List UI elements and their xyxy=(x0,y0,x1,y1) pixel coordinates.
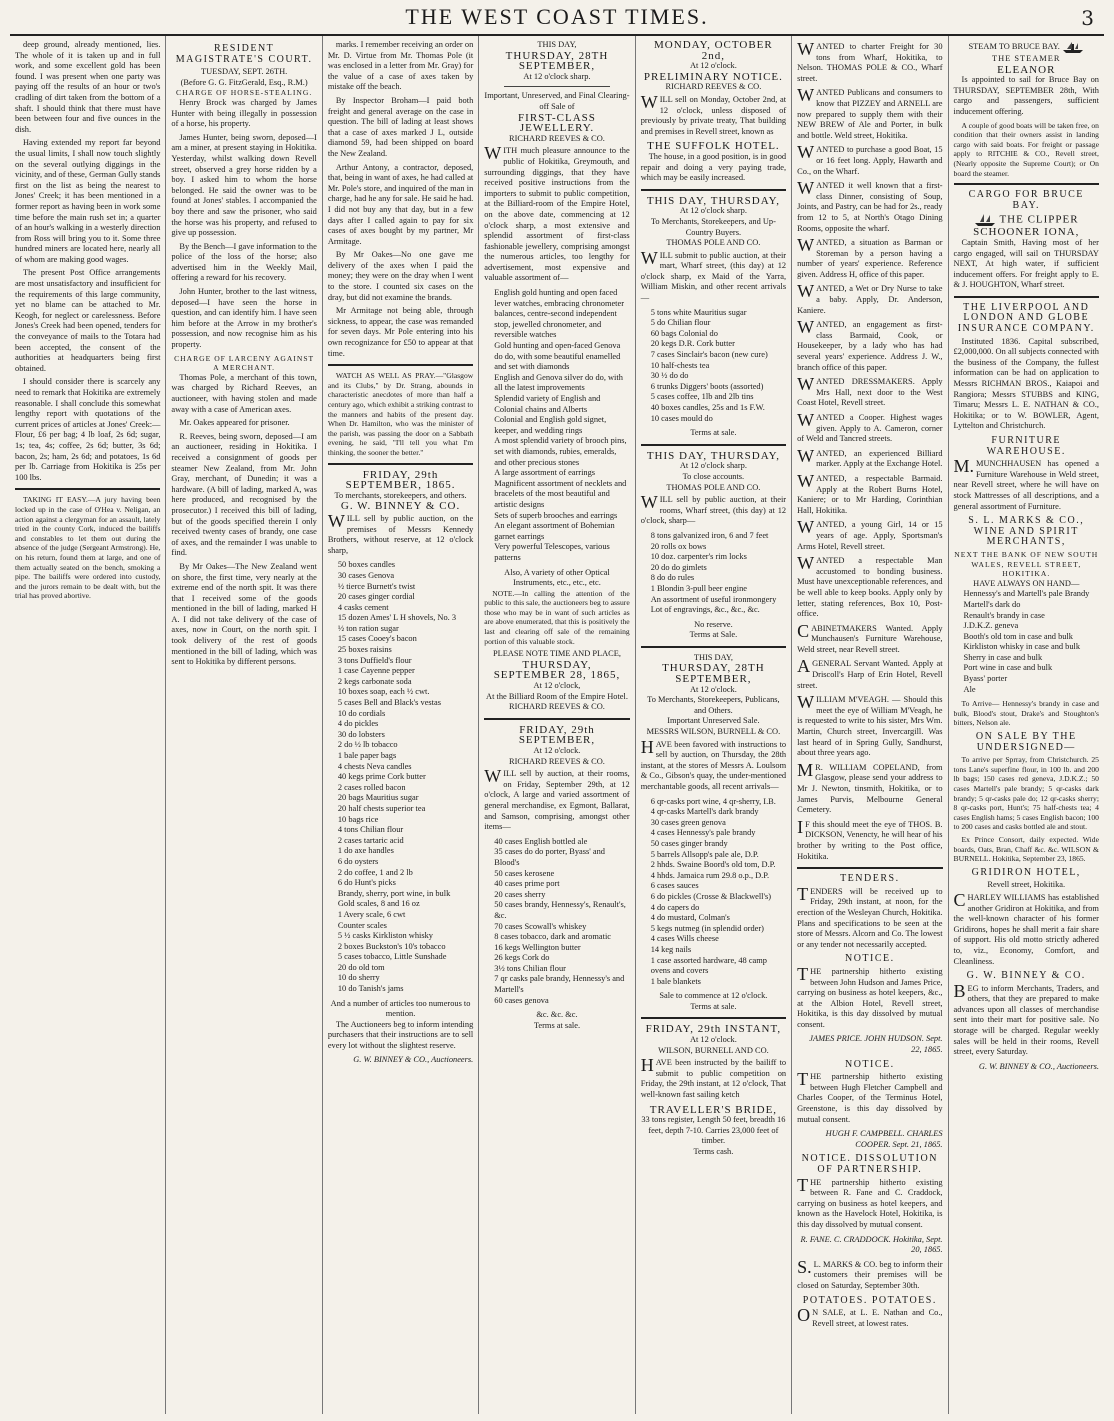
list-item: 30 ½ do do xyxy=(650,371,689,381)
tenders-notice: TENDERS will be received up to Friday, 29th instant, at noon, for the erection of the Wesleyan Church, Hokitika. Plans and specifications to be seen at the store of Messrs. Alcorn and Co. The lowest or any tender not necessarily accepted. xyxy=(797,883,943,949)
steamer-label: THE STEAMER xyxy=(992,54,1061,63)
list-item: Brandy, sherry, port wine, in bulk xyxy=(337,888,451,898)
steam-heading xyxy=(954,40,1099,54)
cargo-heading: CARGO FOR BRUCE BAY. xyxy=(968,189,1084,211)
list-item: 20 do do gimlets xyxy=(650,562,707,572)
list-item: A most splendid variety of brooch pins, set with diamonds, rubies, emeralds, and other precious stones xyxy=(494,436,627,467)
hotel-description: The house, in a good position, is in good repair and doing a very paying trade, which may be easily increased. xyxy=(640,151,787,183)
notice-heading: NOTICE. xyxy=(844,1058,895,1070)
list-item: 6 do pickles (Crosse & Blackwell's) xyxy=(650,891,772,901)
classified-ad: WANTED, an engagement as first-class Barmaid, Cook, or Housekeeper, by a lady who has had several years' experience. Address J. W., branch office of this paper. xyxy=(797,317,943,372)
sale-time: At 12 o'clock. xyxy=(689,61,737,71)
list-item: 10 do sherry xyxy=(337,973,380,983)
auction-ad: WILL submit to public auction, at their mart, Wharf street, (this day) at 12 o'clock sharp, ex Maid of the Yarra, William Miskin, and other recent arrivals— xyxy=(640,247,787,303)
also-line: Also, A variety of other Optical Instruments, etc., etc., etc. xyxy=(504,567,610,588)
list-item: Sherry in case and bulk xyxy=(963,652,1043,662)
list-item: Gold scales, 8 and 16 oz xyxy=(337,899,420,909)
auctioneer-name: THOMAS POLE AND CO. xyxy=(666,482,761,492)
binney-signature: G. W. BINNEY & CO., Auctioneers. xyxy=(978,1061,1099,1071)
hotel-heading: GRIDIRON HOTEL, xyxy=(971,866,1081,878)
partnership-notice: THE partnership hitherto existing between Hugh Fletcher Campbell and Charles Cooper, of the Terminus Hotel, Greenstone, is this day dissolved by mutual consent. xyxy=(797,1069,943,1124)
sale-day: THIS DAY, xyxy=(693,652,733,662)
newspaper-title: THE WEST COAST TIMES. xyxy=(405,4,709,29)
list-item: 50 cases ginger brandy xyxy=(650,838,728,848)
auctioneer-name: WILSON, BURNELL AND CO. xyxy=(658,1045,769,1055)
auction-ad: WILL sell by auction, at their rooms, on Friday, September 29th, at 12 o'clock, A large and varied assortment of general merchandise, ex Egmont, Ballarat, and Samson, comprising, amongst other items— xyxy=(484,766,630,832)
classified-ad: WANTED, a Wet or Dry Nurse to take a baby. Apply, Dr. Anderson, Kaniere. xyxy=(797,281,943,315)
classified-ad: AGENERAL Servant Wanted. Apply at Driscoll's Harp of Erin Hotel, Revell street. xyxy=(797,656,943,690)
sale-date: FRIDAY, 29th SEPTEMBER, 1865. xyxy=(345,468,456,492)
list-item: 1 Blondin 3-pull beer engine xyxy=(650,583,747,593)
column-2 xyxy=(166,36,322,1414)
list-item: 20 cases sherry xyxy=(494,889,546,899)
list-item: 8 cases tobacco, dark and aromatic xyxy=(494,932,611,942)
notice-signature: HUGH F. CAMPBELL. CHARLES COOPER. Sept. 21, 1865. xyxy=(825,1129,943,1149)
auction-ad: WILL sell by public auction, on the premises of Messrs Kennedy Brothers, without reserve, at 12 o'clock sharp, xyxy=(327,510,474,555)
auction-ad: WITH much pleasure announce to the public of Hokitika, Greymouth, and surrounding diggings, that they have received positive instructions from the importers to submit to public competition, at the Billiard-room of the Empire Hotel, on the above date, commencing at 12 o'clock sharp, a most extensive and splendid assortment of first-class fashionable jewellery, comprising amongst the numerous articles, too lengthy for advertisement, most expensive and valuable assortment of— xyxy=(484,143,630,283)
sale-day: THIS DAY, THURSDAY, xyxy=(646,449,780,462)
court-date: TUESDAY, SEPT. 26TH. xyxy=(201,67,288,77)
article-paragraph: marks. I remember receiving an order on Mr. D. Virtue from Mr. Thomas Pole (it was enclosed in a letter from Mr. Gray) for the value of a case of axes taken by mistake off the beach. xyxy=(327,40,474,92)
list-item: 4 hhds. Jamaica rum 29.8 o.p., D.P. xyxy=(650,870,770,880)
classified-ad: WANTED a respectable Man accustomed to bonding business. Must have unexceptionable references, and be well able to keep books. Apply only by letter, stating references, Box 10, Post-office. xyxy=(797,553,943,619)
terms-line: Terms at sale. xyxy=(690,1001,737,1011)
list-item: Gold hunting and open-faced Genova do do, with some beautiful enamelled and set with diamonds xyxy=(494,341,621,372)
notice-heading: NOTICE. DISSOLUTION OF PARTNERSHIP. xyxy=(801,1153,938,1175)
wine-heading: S. L. MARKS & CO., WINE AND SPIRIT MERCHANTS, xyxy=(968,515,1085,548)
auction-ad: WILL sell by public auction, at their rooms, Wharf street, (this day) at 12 o'clock, sharp— xyxy=(640,492,787,526)
list-item: 20 bags Mauritius sugar xyxy=(337,793,419,803)
article-paragraph: By Inspector Broham—I paid both freight and general average on the case in question. The bill of lading at least shows that a case of axes marked J L, outside diamond 59, had been shipped on board the New Zealand. xyxy=(327,95,474,158)
ship-name: ELEANOR xyxy=(997,63,1056,76)
list-item: 15 cases Cooey's bacon xyxy=(337,634,417,644)
steam-heading-text: STEAM TO BRUCE BAY. xyxy=(968,41,1060,51)
sale-time: At 12 o'clock. xyxy=(533,746,581,755)
list-item: 50 cases kerosene xyxy=(494,868,555,878)
list-item: 1 case Cayenne pepper xyxy=(337,666,415,676)
list-item: 1 case assorted hardware, 48 camp ovens and covers xyxy=(650,955,767,976)
list-item: 1 bale paper bags xyxy=(337,751,397,760)
ship-details: 33 tons register, Length 50 feet, breadth 16 feet, depth 7-10. Carries 23,000 feet of timber. xyxy=(641,1115,786,1146)
list-item: 10 boxes soap, each ½ cwt. xyxy=(337,687,430,697)
list-item: 5 cases Bell and Black's vestas xyxy=(337,698,441,708)
classified-ad: CABINETMAKERS Wanted. Apply Munchausen's Furniture Warehouse, Weld street, near Revell street. xyxy=(797,620,943,654)
sale-heading: ON SALE BY THE UNDERSIGNED— xyxy=(975,731,1077,753)
list-item: 6 cases sauces xyxy=(650,881,699,891)
article-paragraph: Mr. Oakes appeared for prisoner. xyxy=(179,418,290,428)
article-paragraph: Mr Armitage not being able, through sickness, to appear, the case was remanded for seven days. Mr Pole entering into his own recognizance for £50 to appear at that time. xyxy=(327,306,474,358)
list-item: 40 boxes candles, 25s and 1s F.W. xyxy=(650,403,765,412)
divider xyxy=(328,364,473,366)
steamer-icon xyxy=(1062,40,1084,54)
divider xyxy=(954,183,1099,185)
classified-ad: WANTED Publicans and consumers to know that PIZZEY and ARNELL are now prepared to supply them with their NEW BREW of Ale and Porter, in bulk and bottle. Weld street, Hokitika. xyxy=(797,85,943,140)
list-item: 2 cases rolled bacon xyxy=(337,782,406,792)
classified-ad: WANTED, an experienced Billiard marker. Apply at the Exchange Hotel. xyxy=(797,445,943,469)
article-paragraph: Thomas Pole, a merchant of this town, was charged by Richard Reeves, an auctioneer, with having stolen and made away with a case of American axes. xyxy=(171,372,317,414)
list-item: Colonial and English gold signet, keeper, and wedding rings xyxy=(494,415,607,435)
sale-text: To arrive per Sprray, from Christchurch. 25 tons Lane's superfine flour, in 100 lb. and 200 lb bags; 150 cases red geneva, J.D.K.Z.; 50 cases Martell's pale brandy; 5 qr-casks dark brandy; 5 qr-casks pale do; 12 qr-casks sherry; 8 qr-casks port, Hunt's; 75 half-chests tea; 4 cases English hams; 5 cases English bacon; 100 to 200 cases and casks bottled ale and stout. xyxy=(953,755,1099,832)
list-item: 35 cases do do porter, Byass' and Blood's xyxy=(494,847,605,867)
list-item: Very powerful Telescopes, various patterns xyxy=(494,542,610,562)
list-item: 16 kegs Wellington butter xyxy=(494,942,581,952)
list-item: A large assortment of earrings xyxy=(494,468,596,478)
auctioneer-signature: G. W. BINNEY & CO., Auctioneers. xyxy=(353,1054,474,1064)
hotel-name: THE SUFFOLK HOTEL. xyxy=(647,140,780,153)
auction-ad: HAVE been instructed by the bailiff to submit to public competition on Friday, the 29th instant, at 12 o'clock, That well-known fast sailing ketch xyxy=(640,1055,787,1100)
column-1 xyxy=(10,36,166,1414)
court-heading: RESIDENT MAGISTRATE'S COURT. xyxy=(175,43,313,65)
sale-day: FRIDAY, 29th INSTANT, xyxy=(645,1023,782,1036)
masthead xyxy=(10,0,1104,36)
sale-time: At 12 o'clock. xyxy=(689,1035,737,1045)
auction-note: The Auctioneers beg to inform intending purchasers that their instructions are to sell every lot without the slightest reserve. xyxy=(327,1019,474,1051)
list-item: ½ tierce Burnett's twist xyxy=(337,581,416,591)
list-item: Sets of superb brooches and earrings xyxy=(494,510,618,520)
classified-ad: IF this should meet the eye of THOS. B. DICKSON, Venencty, he will hear of his brother by writing to the Post office, Hokitika. xyxy=(797,816,943,861)
list-item: 10 doz. carpenter's rim locks xyxy=(650,552,747,562)
list-item: 6 trunks Diggers' boots (assorted) xyxy=(650,381,764,391)
classified-ad: WANTED, a young Girl, 14 or 15 years of age. Apply, Sportsman's Arms Hotel, Revell street. xyxy=(797,517,943,551)
list-item: 10 do Tanish's jams xyxy=(337,984,404,994)
sale-time: At 12 o'clock, xyxy=(533,681,581,691)
auctioneer-name: RICHARD REEVES & CO. xyxy=(509,133,605,143)
classified-ad: WILLIAM M'VEAGH. — Should this meet the eye of William M'Veagh, he is requested to write to his sister, Mrs Wm. Martin, Church street, Invercargill. Was last heard of in Spring Gully, Sandhurst, about three years ago. xyxy=(797,692,943,758)
list-item: Hennessy's and Martell's pale Brandy xyxy=(963,589,1090,599)
list-item: Lot of engravings, &c., &c., &c. xyxy=(650,605,760,615)
article-paragraph: John Hunter, brother to the last witness, deposed—I have seen the horse in question, and can identify him. I have seen him before at the Arrow in my brother's possession, and now recognise him as his property. xyxy=(171,287,317,350)
divider xyxy=(641,444,786,446)
list-item: 4 tons Chilian flour xyxy=(337,825,404,835)
classified-ad: WANTED DRESSMAKERS. Apply Mrs Hall, next door to the West Coast Hotel, Revell street. xyxy=(797,374,943,408)
auctioneer-name: RICHARD REEVES & CO. xyxy=(509,756,605,766)
page-number: 3 xyxy=(1081,6,1094,30)
list-item: 10 half-chests tea xyxy=(650,360,710,370)
list-item: 5 barrels Allsopp's pale ale, D.P. xyxy=(650,849,759,859)
list-item: 15 dozen Ames' L H shovels, No. 3 xyxy=(337,613,457,623)
list-item: 40 kegs prime Cork butter xyxy=(337,772,426,782)
footnote-article: TAKING IT EASY.—A jury having been locked up in the case of O'Hea v. Neligan, an action against a clergyman for an assault, lately tried in the county Cork, induced the bailiffs and constables to let them out during the absence of the judge (Sergeant Armstrong). He, on his return, found them at large, and one of them actually seated on the bench, smoking a pipe. The bailiffs were ordered into custody, and the jurors remain to be dealt with, but the trial has proved abortive. xyxy=(15,495,161,601)
classified-ad: WANTED, a respectable Barmaid. Apply at the Robert Burns Hotel, Kaniere; or to Mr Harding, Corinthian Hall, Hokitika. xyxy=(797,470,943,515)
list-item: 2 cases tartaric acid xyxy=(337,835,404,845)
list-item: 1 do axe handles xyxy=(337,846,394,856)
list-item: 4 do mustard, Colman's xyxy=(650,913,730,923)
auction-item-list xyxy=(651,797,786,988)
column-6 xyxy=(792,36,948,1414)
sale-time: At 12 o'clock. xyxy=(689,684,737,694)
notice-signature: JAMES PRICE. JOHN HUDSON. Sept. 22, 1865. xyxy=(809,1034,943,1055)
column-7 xyxy=(949,36,1104,1414)
terms-line: Terms at Sale. xyxy=(689,630,738,640)
divider xyxy=(484,718,629,720)
column-4 xyxy=(479,36,635,1414)
sale-time: At 12 o'clock sharp. xyxy=(679,461,747,471)
list-item: An assortment of useful ironmongery xyxy=(650,594,777,604)
auctioneer-name: THOMAS POLE AND CO. xyxy=(666,238,761,248)
auction-note: NOTE.—In calling the attention of the public to this sale, the auctioneers beg to assure those who may be in want of such articles as are above enumerated, that this is positively the last and clearing off sale of the remaining portion of this valuable stock. xyxy=(484,588,630,646)
article-paragraph: R. Reeves, being sworn, deposed—I am an auctioneer, residing in Hokitika. I received a consignment of goods per steamer New Zealand, from Mr. John Gray, merchant, of Dunedin; it was a hardware. (A bill of lading, marked A, was here produced, and recognised by the prosecutor.) I received this bill of lading, but of the goods specified therein I only received twenty cases of brandy, one case of axes, and the remainder I was unable to find. xyxy=(171,431,317,558)
list-item: 3 tons Duffield's flour xyxy=(337,655,412,665)
list-item: 2 hhds. Swaine Boord's old tom, D.P. xyxy=(650,860,776,870)
notice-heading: NOTICE. xyxy=(844,953,895,965)
ship-name: TRAVELLER'S BRIDE, xyxy=(649,1103,778,1116)
list-item: 4 do capers do xyxy=(650,902,700,912)
list-item: Ale xyxy=(963,684,976,694)
list-item: 6 qr-casks port wine, 4 qr-sherry, I.B. xyxy=(650,796,776,806)
list-item: 50 boxes candles xyxy=(337,560,396,570)
article-paragraph: The present Post Office arrangements are most unsatisfactory and insufficient for the requirements of this large community, yet no blame can be attached to Mr. Keogh, for neglect or carelessness. Before Jones's Creek had been opened, tenders for the conveyance of mails to the Totara had been accepted, the consent of the authorities at headquarters being first obtained. xyxy=(15,268,161,373)
list-item: 30 cases green genova xyxy=(650,817,726,827)
ship-notice-extra: A couple of good boats will be taken free, on condition that their owners assist in landing cargo with said boats. For freight or passage apply to RITCHIE & CO., Revell street, (Nearly opposite the Supreme Court); or On board the steamer. xyxy=(953,120,1099,178)
schooner-icon xyxy=(974,213,996,227)
list-item: 50 cases brandy, Hennessy's, Renault's, &c. xyxy=(494,900,626,920)
ship-notice: Is appointed to sail for Bruce Bay on THURSDAY, SEPTEMBER 28th, With cargo and passengers, sufficient inducement offering. xyxy=(953,75,1099,116)
list-item: Port wine in case and bulk xyxy=(963,663,1053,673)
article-paragraph: By Mr Oakes—No one gave me delivery of the axes when I paid the money; they were on the dray when I went to the store. I counted six cases on the dray, but did not examine the brands. xyxy=(327,250,474,302)
list-item: 3½ tons Chilian flour xyxy=(494,963,566,973)
list-item: 5 kegs nutmeg (in splendid order) xyxy=(650,923,764,933)
ship-notice: Captain Smith, Having most of her cargo engaged, will sail on THURSDAY NEXT, At high water, if sufficient inducement offers. For freight apply to E. & J. HOUGHTON, Wharf street. xyxy=(953,237,1099,290)
insurance-heading: THE LIVERPOOL AND LONDON AND GLOBE INSURANCE COMPANY. xyxy=(957,301,1095,335)
sale-extra: Ex Prince Consort, daily expected. Wide boards, Oats, Bran, Chaff &c. &c. WILSON & BURNELL. Hokitika, September 23, 1865. xyxy=(953,834,1099,864)
sale-headline: FIRST-CLASS JEWELLERY. xyxy=(518,111,596,135)
list-item: 10 do cordials xyxy=(337,708,386,718)
auction-item-list xyxy=(651,308,786,425)
auctioneer-name: RICHARD REEVES & CO. xyxy=(509,702,605,712)
anecdote: WATCH AS WELL AS PRAY.—"Glasgow and its Clubs," by Dr. Strang, abounds in characteristic anecdotes of more than half a century ago, which exhibit a striking contrast to the manners and habits of the present day. When Dr. Hamilton, who was the minister of the parish, was passing the door on a Sabbath evening, he said, "I'll tell you what I'm thinking, the sooner the better." xyxy=(327,371,474,457)
list-item: 5 cases tobacco, Little Sunshade xyxy=(337,952,447,962)
partnership-notice: THE partnership hitherto existing between R. Fane and C. Craddock, carrying on business as hotel keepers, and known as the Havelock Hotel, Hokitika, is this day dissolved by mutual consent. xyxy=(797,1174,943,1229)
list-item: 6 do Hunt's picks xyxy=(337,878,396,888)
list-item: J.D.K.Z. geneva xyxy=(963,621,1019,631)
sale-time-line: Sale to commence at 12 o'clock. xyxy=(659,991,768,1001)
list-item: 2 boxes Buckston's 10's tobacco xyxy=(337,941,446,951)
auction-item-list xyxy=(494,837,629,1007)
columns xyxy=(10,36,1104,1414)
list-item: 4 cases Hennessy's pale brandy xyxy=(650,828,756,838)
partnership-notice: THE partnership hitherto existing between John Hudson and James Price, carrying on business as hotel keepers, &c., at the Albion Hotel, Revell street, Hokitika, is this day dissolved by mutual consent. xyxy=(797,963,943,1029)
list-item: 4 casks cement xyxy=(337,602,389,612)
list-item: English gold hunting and open faced lever watches, embracing chronometer balances, centre-second independent stop, jewelled chronometer, and reversible watches xyxy=(494,288,625,340)
notice-signature: R. FANE. C. CRADDOCK. Hokitika, Sept. 20, 1865. xyxy=(800,1234,943,1255)
list-item: 40 cases English bottled ale xyxy=(494,836,588,846)
auction-item-list xyxy=(494,288,629,563)
list-item: 20 kegs D.R. Cork butter xyxy=(650,339,735,349)
potatoes-heading: POTATOES. POTATOES. xyxy=(802,1294,937,1306)
list-item: 14 keg nails xyxy=(650,944,692,954)
list-item: 8 do do rules xyxy=(650,573,695,583)
list-item: 26 kegs Cork do xyxy=(494,953,550,963)
list-item: Martell's dark do xyxy=(963,599,1021,609)
potatoes-ad: ON SALE, at L. E. Nathan and Co., Revell street, at lowest rates. xyxy=(797,1305,943,1328)
auction-item-list xyxy=(338,560,473,994)
sale-audience: To merchants, storekeepers, and others. xyxy=(334,490,467,500)
list-item: Renault's brandy in case xyxy=(963,610,1045,620)
divider xyxy=(15,488,160,490)
article-paragraph: Arthur Antony, a contractor, deposed, that, being in want of axes, he had called at Mr. Pole's store, and inquired of the man in charge, had he any for sale. He said he had. I did not buy any that day, but in a few days after I called again to pay for six cases of axes bought by my partner, Mr Armitage. xyxy=(327,162,474,246)
binney-heading: G. W. BINNEY & CO. xyxy=(966,970,1086,982)
sale-date: THURSDAY, 28TH SEPTEMBER, xyxy=(662,662,765,686)
list-item: 20 half chests superior tea xyxy=(337,803,426,813)
list-item: 8 tons galvanized iron, 6 and 7 feet xyxy=(650,530,769,540)
auctioneer-name: RICHARD REEVES & CO. xyxy=(665,82,762,92)
list-item: 1 Avery scale, 6 cwt xyxy=(337,909,406,919)
list-item: 4 do pickles xyxy=(337,719,379,729)
sale-date: THURSDAY, SEPTEMBER 28, 1865, xyxy=(493,658,621,682)
wine-address: NEXT THE BANK OF NEW SOUTH WALES, REVELL STREET, HOKITIKA. xyxy=(954,549,1099,579)
list-item: 2 do coffee, 1 and 2 lb xyxy=(337,867,413,877)
wine-arrive: To Arrive— Hennessy's brandy in case and bulk, Blood's stout, Drake's and Stoughton's bitters, Nelson ale. xyxy=(953,699,1099,728)
list-item: 10 cases mould do xyxy=(650,413,713,423)
sale-time: At 12 o'clock sharp. xyxy=(523,71,591,81)
furniture-ad: M.MUNCHHAUSEN has opened a Furniture Warehouse in Weld street, near Revell street, where he will have on stock Mattresses of all descriptions, and a general assortment of Furniture. xyxy=(953,456,1099,511)
auction-ad: HAVE been favored with instructions to sell by auction, on Thursday, the 28th instant, at the stores of Messrs A. Loulsom & Co., Gibson's quay, the under-mentioned merchantable goods, all recent arrivals— xyxy=(640,736,787,791)
charge-heading: CHARGE OF LARCENY AGAINST A MERCHANT. xyxy=(174,353,315,373)
column-5 xyxy=(636,36,792,1414)
sale-audience: To Merchants, Storekeepers, and Up-Country Buyers. xyxy=(650,216,776,237)
hotel-ad: CHARLEY WILLIAMS has established another Gridiron at Hokitika, and from the well-known character of his former Gridirons, hopes he shall merit a fair share of support. His old motto strictly adhered to, viz., Economy, Comfort, and Cleanliness. xyxy=(953,889,1099,966)
list-item: 60 cases genova xyxy=(494,995,549,1005)
etc-line: &c. &c. &c. xyxy=(536,1010,578,1020)
terms-line: Terms at sale. xyxy=(533,1020,581,1030)
classified-ad: MR. WILLIAM COPELAND, from Glasgow, please send your address to Mr J. Newton, tinsmith, Hokitika, or to James Purvis, Melbourne General Cemetery. xyxy=(797,759,943,815)
sale-date: MONDAY, OCTOBER 2nd, xyxy=(654,39,773,62)
divider xyxy=(504,86,609,87)
sale-day: THIS DAY, THURSDAY, xyxy=(646,194,780,207)
article-paragraph: James Hunter, being sworn, deposed—I am a miner, at present staying in Hokitika. Yesterday, whilst walking down Revell street, observed a grey horse ridden by a boy. I asked him to whom the horse belonged. He said the owner was to be found at Jones' stables. I accompanied the boy there and saw the prisoner, who said the horse was his property, and refused to give up possession. xyxy=(171,132,317,238)
sale-time: At 12 o'clock sharp. xyxy=(679,206,747,216)
list-item: Kirkliston whisky in case and bulk xyxy=(963,642,1081,652)
wine-item-list xyxy=(964,589,1099,695)
divider xyxy=(328,463,473,465)
list-item: 7 qr casks pale brandy, Hennessy's and Martell's xyxy=(494,974,625,995)
classified-ad: WANTED it well known that a first-class Dinner, consisting of Soup, Joints, and Pastry, can be had for 2s., ready from 12 to 5, at North's Otago Dining Rooms, opposite the wharf. xyxy=(797,178,943,233)
terms-line: Terms cash. xyxy=(693,1147,734,1156)
charge-heading: CHARGE OF HORSE-STEALING. xyxy=(176,88,313,98)
divider xyxy=(641,646,786,648)
sale-date: THURSDAY, 28TH SEPTEMBER, xyxy=(505,49,609,73)
article-paragraph: Henry Brock was charged by James Hunter with being illegally in possession of a horse, his property. xyxy=(171,97,317,129)
list-item: 20 do old tom xyxy=(337,962,385,972)
auctioneer-name: G. W. BINNEY & CO. xyxy=(340,500,461,513)
article-paragraph: By the Bench—I gave information to the police of the loss of the horse; also advertised him in the Weekly Mail, offering a reward for his recovery. xyxy=(171,241,317,283)
wine-have: HAVE ALWAYS ON HAND— xyxy=(973,578,1080,588)
marks-notice: S.L. MARKS & CO. beg to inform their customers their premises will be closed on Saturday, September 30th. xyxy=(797,1256,943,1290)
article-paragraph: deep ground, already mentioned, lies. The whole of it is taken up and in full work, and some excellent gold has been found. I was present when one party was paying off the results of an hour or two's cradling of dirt taken from the bottom of a shaft. I should think that there must have been between four and five ounces in the dish. xyxy=(15,40,161,134)
binney-ad: BEG to inform Merchants, Traders, and others, that they are prepared to make advances upon all classes of merchandise sent into their mart for positive sale. No storage will be charged. Regular weekly sales will be held in their rooms, Revell street, every Saturday. xyxy=(953,980,1099,1057)
classified-ad: WANTED to purchase a good Boat, 15 or 16 feet long. Apply, Hawarth and Co., on the Wharf. xyxy=(797,142,943,176)
list-item: 5 tons white Mauritius sugar xyxy=(650,307,747,317)
hotel-address: Revell street, Hokitika. xyxy=(987,880,1066,890)
list-item: 40 cases prime port xyxy=(494,879,560,889)
article-paragraph: By Mr Oakes—The New Zealand went on shore, the first time, very nearly at the extreme end of the north spit. It was there that I received some of the goods mentioned in the bill of lading, marked H A. I did not take delivery of the case of axes, now in Court, on the north spit. I took delivery of the rest of goods mentioned in the bill of lading, which was sent to Hokitika by different persons. xyxy=(171,561,317,667)
furniture-heading: FURNITURE WAREHOUSE. xyxy=(986,435,1066,457)
list-item: 30 cases Genova xyxy=(337,570,395,580)
column-3 xyxy=(323,36,479,1414)
list-item: 5 do Chilian flour xyxy=(650,318,711,328)
divider xyxy=(797,867,942,869)
auction-ad: WILL sell on Monday, October 2nd, at 12 o'clock, unless disposed of previously by private treaty, That building and premises in Revell street, known as xyxy=(640,91,787,136)
insurance-notice: Instituted 1836. Capital subscribed, £2,000,000. On all subjects connected with the business of the Company, the fullest information can be had on application to Messrs RICHMAN BROS., Kaiapoi and Rangiora; Messrs STUBBS and KING, Timaru; Messrs L. E. NATHAN & CO., Hokitika; or to W. BOWLER, Agent, Lyttelton and Christchurch. xyxy=(953,336,1099,431)
list-item: Byass' porter xyxy=(963,674,1008,684)
ship-name xyxy=(954,213,1099,238)
list-item: Booth's old tom in case and bulk xyxy=(963,631,1073,641)
list-item: 4 qr-casks Martell's dark brandy xyxy=(650,807,759,817)
list-item: 20 rolls ox bows xyxy=(650,541,707,551)
sale-date: FRIDAY, 29th SEPTEMBER, xyxy=(518,723,596,747)
closing-line: And a number of articles too numerous to mention. xyxy=(330,998,471,1019)
sale-place: At the Billiard Room of the Empire Hotel. xyxy=(486,691,628,701)
sale-audience: To Merchants, Storekeepers, Publicans, and Others. xyxy=(647,695,780,715)
wanted-ads xyxy=(797,39,943,862)
list-item: 10 bags rice xyxy=(337,814,379,824)
auction-item-list xyxy=(651,531,786,616)
list-item: English and Genova silver do do, with all the latest improvements xyxy=(494,372,623,393)
list-item: Magnificent assortment of necklets and bracelets of the most beautiful and artistic designs xyxy=(494,478,627,509)
list-item: 30 do lobsters xyxy=(337,729,385,739)
list-item: 5 cases coffee, 1lb and 2lb tins xyxy=(650,392,754,402)
reserve-line: No reserve. xyxy=(694,619,733,629)
divider xyxy=(641,189,786,191)
court-before: (Before G. G. FitzGerald, Esq., R.M.) xyxy=(180,77,308,87)
place-note: PLEASE NOTE TIME AND PLACE, xyxy=(492,649,621,659)
classified-ad: WANTED, a situation as Barman or Storeman by a person having a number of years' experience. Reference given. Address H, office of this paper. xyxy=(797,235,943,279)
list-item: 7 cases Sinclair's bacon (new cure) xyxy=(650,350,768,360)
list-item: An elegant assortment of Bohemian garnet earrings xyxy=(494,521,615,541)
list-item: 1 bale blankets xyxy=(650,976,701,986)
list-item: Counter scales xyxy=(337,920,387,930)
list-item: 2 do ½ lb tobacco xyxy=(337,740,398,750)
sale-audience: To close accounts. xyxy=(682,471,745,481)
divider xyxy=(954,296,1099,298)
sale-day: THIS DAY, xyxy=(537,40,577,49)
sale-type: Important Unreserved Sale. xyxy=(667,716,760,726)
list-item: 60 bags Colonial do xyxy=(650,328,718,338)
article-paragraph: I should consider there is scarcely any need to remark that Hokitika are extremely reasonable. I shall conclude this somewhat lengthy report with quotations of the current prices of articles at Jones' Creek:— Flour, £6 per bag; 4 lb loaf, 2s 6d; sugar, 1s; tea, 4s; coffee, 2s 6d; butter, 3s 6d; bacon, 2s; ham, 2s 6d; and potatoes, 1s 6d per lb. Carriage from Hokitika is 25s per 100 lbs. xyxy=(15,377,161,482)
list-item: 2 kegs carbonate soda xyxy=(337,676,412,686)
list-item: 5 ½ casks Kirkliston whisky xyxy=(337,931,433,941)
classified-ad: WANTED to charter Freight for 30 tons from Wharf, Hokitika, to Nelson. THOMAS POLE & CO., Wharf street. xyxy=(797,39,943,83)
article-paragraph: Having extended my report far beyond the usual limits, I shall now touch slightly on the several outlying diggings in the vicinity, and of these, German Gully stands first on the list as being the nearest to Jones' Creek; it has been mentioned in a former report as having been in work some time before the main rush set in; a quarter of an hour's walking in a westerly direction from Ross will bring you to it. Some three hundred miners are located here, nearly all of whom are making good wages. xyxy=(15,138,161,264)
list-item: 4 cases Wills cheese xyxy=(650,934,719,944)
list-item: 6 do oysters xyxy=(337,856,379,866)
list-item: Splendid variety of English and Colonial chains and Alberts xyxy=(494,394,601,414)
terms-line: Terms at sale. xyxy=(690,428,737,438)
tenders-heading: TENDERS. xyxy=(840,873,900,885)
classified-ad: WANTED a Cooper. Highest wages given. Apply to A. Cameron, corner of Weld and Tancred streets. xyxy=(797,410,943,444)
auctioneer-name: MESSRS WILSON, BURNELL & CO. xyxy=(646,727,781,737)
schooner-name: THE CLIPPER SCHOONER IONA, xyxy=(973,213,1080,239)
list-item: 70 cases Scowall's whiskey xyxy=(494,921,587,931)
notice-heading: PRELIMINARY NOTICE. xyxy=(643,70,783,83)
list-item: 4 chests Neva candles xyxy=(337,761,412,771)
divider xyxy=(641,1017,786,1019)
list-item: 20 cases ginger cordial xyxy=(337,592,415,602)
sale-type: Important, Unreserved, and Final Clearing-off Sale of xyxy=(484,91,630,111)
list-item: ½ ton ration sugar xyxy=(337,623,399,633)
list-item: 25 boxes raisins xyxy=(337,645,392,655)
